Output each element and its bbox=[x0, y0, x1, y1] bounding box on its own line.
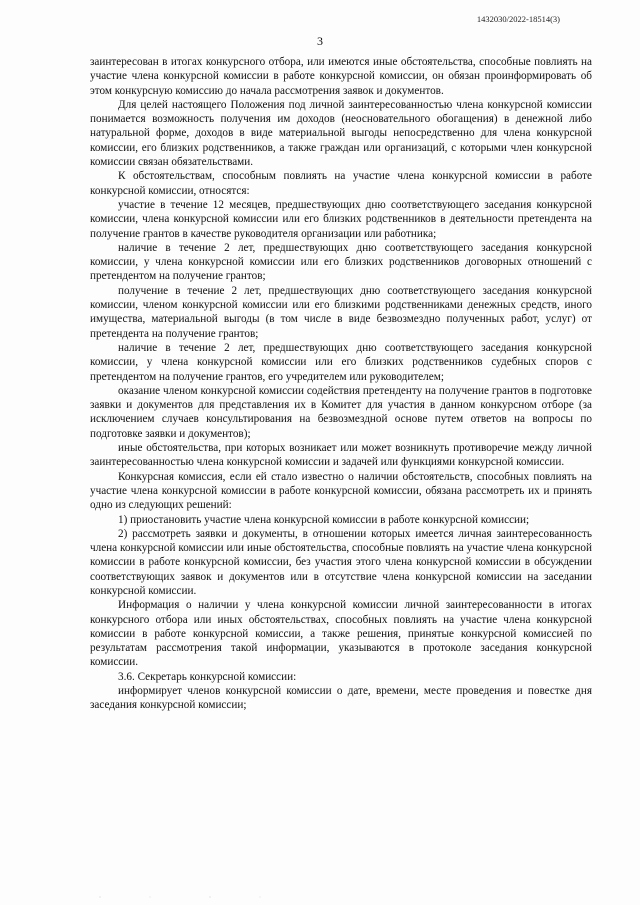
list-item: 2) рассмотреть заявки и документы, в отношении которых имеется личная заинтересованность члена конкурсной комиссии или иные обстоятельства, способные повлиять на участие члена конкурсной комиссии в работе конкурсной комиссии, без участия этого члена конкурсной комиссии в обсуждении соответствующих заявок и документов или в отсутствие члена конкурсной комиссии на заседании конкурсной комиссии. bbox=[90, 527, 592, 597]
list-item: наличие в течение 2 лет, предшествующих дню соответствующего заседания конкурсной комиссии, у члена конкурсной комиссии или его близких родственников судебных споров с претендентом на получение грантов, его учредителем или руководителем; bbox=[90, 341, 592, 383]
list-item: получение в течение 2 лет, предшествующих дню соответствующего заседания конкурсной комиссии, членом конкурсной комиссии или его близкими родственниками денежных средств, иного имущества, материальной выгоды (в том числе в виде безвозмездно полученных работ, услуг) от претендента на получение грантов; bbox=[90, 284, 592, 340]
list-item: информирует членов конкурсной комиссии о дате, времени, месте проведения и повестке дня заседания конкурсной комиссии; bbox=[90, 685, 592, 712]
list-item: 1) приостановить участие члена конкурсной комиссии в работе конкурсной комиссии; bbox=[118, 513, 530, 526]
paragraph: Конкурсная комиссия, если ей стало известно о наличии обстоятельств, способных повлиять на участие члена конкурсной комиссии в работе конкурсной комиссии, обязана рассмотреть их и принять одно из следующих решений: bbox=[90, 470, 592, 512]
document-body bbox=[90, 55, 592, 713]
section-heading: 3.6. Секретарь конкурсной комиссии: bbox=[118, 670, 297, 683]
paragraph: К обстоятельствам, способным повлиять на участие члена конкурсной комиссии в работе конкурсной комиссии, относятся: bbox=[90, 170, 592, 197]
list-item: участие в течение 12 месяцев, предшествующих дню соответствующего заседания конкурсной комиссии, члена конкурсной комиссии или его близких родственников в деятельности претендента на получение грантов в качестве руководителя организации или работника; bbox=[90, 198, 592, 240]
list-item: наличие в течение 2 лет, предшествующих дню соответствующего заседания конкурсной комиссии, у члена конкурсной комиссии или его близких родственников договорных отношений с претендентом на получение грантов; bbox=[90, 241, 592, 283]
paragraph: Информация о наличии у члена конкурсной комиссии личной заинтересованности в итогах конкурсного отбора или иных обстоятельствах, способных повлиять на участие члена конкурсной комиссии в работе конкурсной комиссии, а также решения, принятые конкурсной комиссией по результатам рассмотрения такой информации, указываются в протоколе заседания конкурсной комиссии. bbox=[90, 599, 592, 669]
paragraph: заинтересован в итогах конкурсного отбора, или имеются иные обстоятельства, способные повлиять на участие члена конкурсной комиссии в работе конкурсной комиссии, он обязан проинформировать об этом конкурсную комиссию до начала рассмотрения заявок и документов. bbox=[90, 56, 592, 97]
scan-noise-decoration bbox=[90, 895, 290, 899]
document-registration-number: 1432030/2022-18514(3) bbox=[476, 14, 560, 24]
list-item: иные обстоятельства, при которых возникает или может возникнуть противоречие между личной заинтересованностью члена конкурсной комиссии и задачей или функциями конкурсной комиссии. bbox=[90, 442, 592, 469]
list-item: оказание членом конкурсной комиссии содействия претенденту на получение грантов в подготовке заявки и документов для представления их в Комитет для участия в данном конкурсном отборе (за исключением случаев консультирования на безвозмездной основе путем ответов на вопросы по подготовке заявки и документов); bbox=[90, 384, 592, 440]
paragraph: Для целей настоящего Положения под личной заинтересованностью члена конкурсной комиссии понимается возможность получения им доходов (неосновательного обогащения) в денежной либо натуральной форме, доходов в виде материальной выгоды непосредственно для члена конкурсной комиссии, его близких родственников, а также граждан или организаций, с которыми член конкурсной комиссии связан обязательствами. bbox=[90, 98, 592, 169]
page-number: 3 bbox=[317, 34, 323, 48]
